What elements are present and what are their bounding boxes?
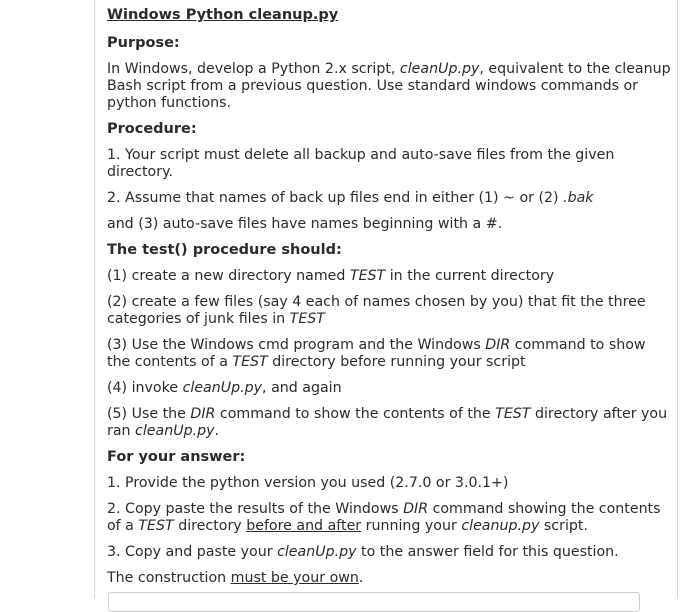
test-item-2 — [107, 294, 673, 328]
procedure-item-2b-text: and (3) auto-save files have names beginning with a — [107, 216, 486, 232]
procedure-item-2b-end: . — [497, 216, 503, 232]
test-item-5-mid2: directory after you ran — [107, 406, 668, 439]
script-filename: cleanUp.py — [182, 380, 263, 396]
answer-item-3 — [107, 544, 673, 561]
test-dir-name: TEST — [138, 518, 174, 534]
test-item-3 — [107, 337, 673, 371]
procedure-item-2a-text: 2. Assume that names of back up files end in either (1) ~ or (2) — [107, 190, 564, 206]
test-item-1-end: in the current directory — [385, 268, 555, 284]
dir-command: DIR — [403, 501, 429, 517]
answer-item-2-end: script. — [539, 518, 588, 534]
procedure-item-1: 1. Your script must delete all backup and auto-save files from the given directory. — [107, 147, 615, 180]
test-dir-name: TEST — [349, 268, 386, 284]
answer-heading: For your answer: — [107, 449, 246, 465]
purpose-heading: Purpose: — [107, 35, 180, 51]
procedure-heading: Procedure: — [107, 121, 197, 137]
answer-item-2 — [107, 501, 673, 535]
test-item-2-text: (2) create a few files (say 4 each of names chosen by you) that fit the three categories of junk files in — [107, 294, 646, 327]
question-content — [107, 4, 673, 587]
script-filename: cleanUp.py — [277, 544, 357, 560]
test-item-5-end: . — [214, 423, 220, 439]
dir-command: DIR — [485, 337, 511, 353]
answer-item-3-text: 3. Copy and paste your — [107, 544, 278, 560]
test-dir-name: TEST — [495, 406, 531, 422]
test-item-3-mid: command to show the contents of a — [107, 337, 646, 370]
test-item-4-text: (4) invoke — [107, 380, 183, 396]
purpose-paragraph — [107, 61, 673, 112]
answer-item-4-text: The construction — [107, 570, 231, 586]
answer-item-4-end: . — [358, 570, 364, 586]
before-after-underlined: before and after — [246, 518, 362, 534]
bak-extension: .bak — [563, 190, 594, 206]
procedure-item-2a — [107, 190, 673, 207]
test-dir-name: TEST — [289, 311, 325, 327]
purpose-text-2: , equivalent to the cleanup Bash script from a previous question. Use standard windows commands or python functions. — [107, 61, 671, 111]
test-item-5-mid: command to show the contents of the — [215, 406, 496, 422]
purpose-filename: cleanUp.py — [399, 61, 480, 77]
hash-symbol: # — [485, 216, 498, 232]
test-item-3-end: directory before running your script — [267, 354, 526, 370]
dir-command: DIR — [190, 406, 216, 422]
answer-item-2-mid: command showing the contents of a — [107, 501, 661, 534]
purpose-text-1: In Windows, develop a Python 2.x script, — [107, 61, 400, 77]
test-item-1 — [107, 268, 673, 285]
answer-item-3-end: to the answer field for this question. — [356, 544, 619, 560]
procedure-item-2b — [107, 216, 673, 233]
answer-item-4 — [107, 570, 673, 587]
test-item-1-text: (1) create a new directory named — [107, 268, 350, 284]
answer-item-1: 1. Provide the python version you used (2.7.0 or 3.0.1+) — [107, 475, 509, 491]
answer-item-2-text: 2. Copy paste the results of the Windows — [107, 501, 404, 517]
own-work-underlined: must be your own — [230, 570, 359, 586]
test-item-5-text: (5) Use the — [107, 406, 191, 422]
test-dir-name: TEST — [232, 354, 268, 370]
script-filename: cleanup.py — [461, 518, 540, 534]
answer-item-2-mid3: running your — [361, 518, 462, 534]
test-item-4-end: , and again — [262, 380, 342, 396]
script-filename: cleanUp.py — [135, 423, 215, 439]
test-item-4 — [107, 380, 673, 397]
test-heading: The test() procedure should: — [107, 242, 342, 258]
document-title: Windows Python cleanup.py — [107, 7, 339, 23]
test-item-3-text: (3) Use the Windows cmd program and the Windows — [107, 337, 486, 353]
answer-input-field[interactable] — [108, 592, 640, 612]
answer-item-2-mid2: directory — [173, 518, 247, 534]
test-item-5 — [107, 406, 673, 440]
